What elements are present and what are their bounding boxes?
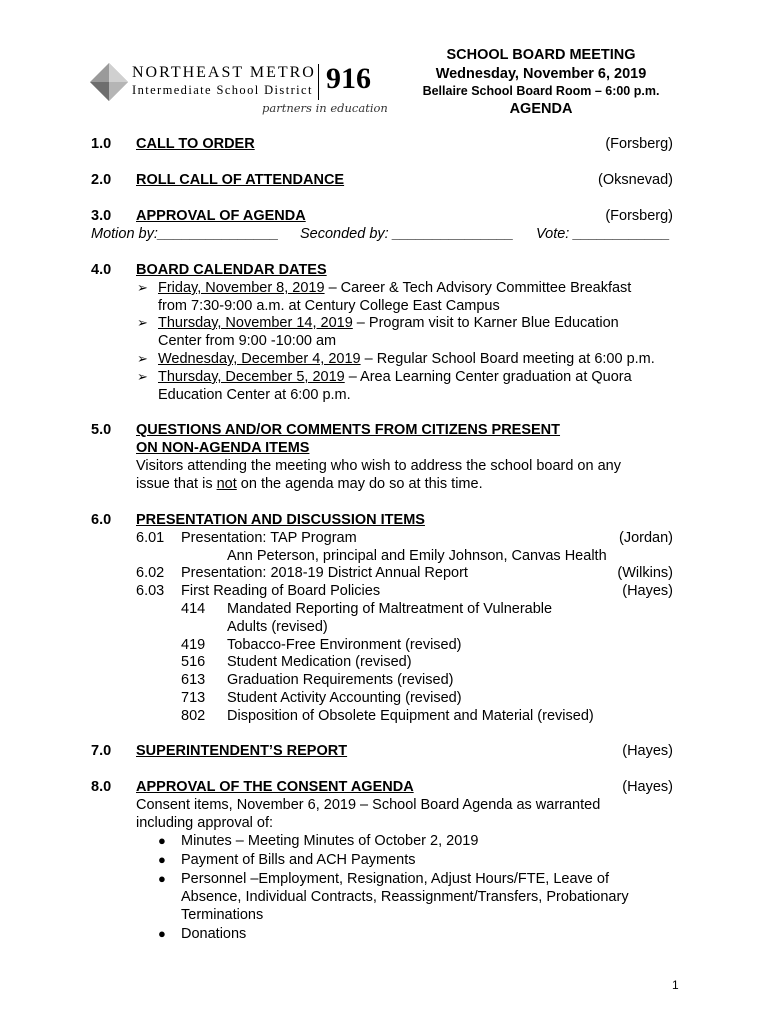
vote: Vote: ____________ [536,226,671,242]
item-number: 1.0 [91,136,112,152]
policy-title: Student Medication (revised) [227,654,412,670]
presenter: (Wilkins) [617,565,673,581]
presenter: (Jordan) [619,530,673,546]
calendar-item [158,279,631,297]
item-number: 4.0 [91,262,112,278]
item-number: 6.0 [91,512,112,528]
item-number: 2.0 [91,172,112,188]
agenda-heading: AGENDA [509,101,573,117]
policy-title: Tobacco-Free Environment (revised) [227,637,462,653]
item-title-approval-agenda: APPROVAL OF AGENDA [136,208,306,224]
item-title-roll-call: ROLL CALL OF ATTENDANCE [136,172,345,188]
logo-line1: NORTHEAST METRO [132,64,316,81]
presenter: (Hayes) [622,583,673,599]
policy-title: Graduation Requirements (revised) [227,672,454,688]
policy-title: Student Activity Accounting (revised) [227,690,462,706]
presenter: (Oksnevad) [598,172,673,188]
meeting-location: Bellaire School Board Room – 6:00 p.m. [422,84,660,98]
policy-code: 516 [181,654,206,670]
consent-item-cont: Terminations [181,907,264,923]
seconded-by: Seconded by: _______________ [300,226,514,242]
policy-title: Mandated Reporting of Maltreatment of Vulnerable [227,601,553,617]
dot-bullet-icon: ● [158,852,166,867]
calendar-item-cont: Center from 9:00 -10:00 am [158,333,337,349]
consent-item: Minutes – Meeting Minutes of October 2, 2019 [181,833,479,849]
arrow-bullet-icon: ➢ [137,351,148,366]
dot-bullet-icon: ● [158,833,166,848]
logo-number: 916 [326,62,371,95]
calendar-text: – Career & Tech Advisory Committee Breakfast [324,280,632,296]
item-title-calendar-dates: BOARD CALENDAR DATES [136,262,327,278]
calendar-item [158,368,632,386]
presenter: (Forsberg) [605,136,673,152]
arrow-bullet-icon: ➢ [137,369,148,384]
item-number: 3.0 [91,208,112,224]
sub-item-text: Presentation: TAP Program [181,530,357,546]
item-description: Visitors attending the meeting who wish to address the school board on any [136,458,621,474]
consent-item: Personnel –Employment, Resignation, Adjust Hours/FTE, Leave of [181,871,609,887]
presenter: (Forsberg) [605,208,673,224]
sub-item-text: Presentation: 2018-19 District Annual Report [181,565,468,581]
meeting-date: Wednesday, November 6, 2019 [435,66,647,82]
sub-item-text: First Reading of Board Policies [181,583,381,599]
calendar-item [158,314,619,332]
consent-item-cont: Absence, Individual Contracts, Reassignment/Transfers, Probationary [181,889,629,905]
desc-part: on the agenda may do so at this time. [236,476,483,492]
sub-item-number: 6.02 [136,565,165,581]
presenter: (Hayes) [622,779,673,795]
arrow-bullet-icon: ➢ [137,280,148,295]
policy-code: 613 [181,672,206,688]
arrow-bullet-icon: ➢ [137,315,148,330]
calendar-date: Thursday, November 14, 2019 [158,315,353,331]
sub-item-number: 6.03 [136,583,165,599]
policy-code: 802 [181,708,206,724]
sub-item-number: 6.01 [136,530,165,546]
calendar-item-cont: from 7:30-9:00 a.m. at Century College East Campus [158,298,500,314]
item-description: including approval of: [136,815,274,831]
dot-bullet-icon: ● [158,871,166,886]
calendar-item [158,350,655,368]
item-title-consent-agenda: APPROVAL OF THE CONSENT AGENDA [136,779,414,795]
logo-line2: Intermediate School District [132,83,313,97]
sub-item-detail: Ann Peterson, principal and Emily Johnson, Canvas Health [227,548,607,564]
calendar-date: Friday, November 8, 2019 [158,280,325,296]
item-description: Consent items, November 6, 2019 – School Board Agenda as warranted [136,797,601,813]
calendar-text: – Area Learning Center graduation at Quora [344,369,632,385]
item-number: 8.0 [91,779,112,795]
desc-emphasis: not [216,476,237,492]
item-title-citizen-comments-cont: ON NON-AGENDA ITEMS [136,440,310,456]
meeting-title: SCHOOL BOARD MEETING [446,47,636,63]
item-title-superintendent-report: SUPERINTENDENT’S REPORT [136,743,348,759]
page-number: 1 [672,978,679,992]
calendar-text: – Program visit to Karner Blue Education [352,315,619,331]
policy-title: Disposition of Obsolete Equipment and Material (revised) [227,708,594,724]
consent-item: Donations [181,926,247,942]
calendar-item-cont: Education Center at 6:00 p.m. [158,387,351,403]
consent-item: Payment of Bills and ACH Payments [181,852,416,868]
logo-tagline: partners in education [262,101,388,115]
item-number: 7.0 [91,743,112,759]
item-title-presentations: PRESENTATION AND DISCUSSION ITEMS [136,512,425,528]
presenter: (Hayes) [622,743,673,759]
dot-bullet-icon: ● [158,926,166,941]
calendar-text: – Regular School Board meeting at 6:00 p.m. [360,351,655,367]
policy-code: 419 [181,637,206,653]
motion-by: Motion by:_______________ [91,226,279,242]
item-description [136,475,483,493]
item-title-citizen-comments: QUESTIONS AND/OR COMMENTS FROM CITIZENS PRESENT [136,422,561,438]
policy-code: 713 [181,690,206,706]
calendar-date: Thursday, December 5, 2019 [158,369,345,385]
policy-code: 414 [181,601,206,617]
diamond-logo-icon [89,62,129,102]
item-number: 5.0 [91,422,112,438]
policy-title: Adults (revised) [227,619,328,635]
calendar-date: Wednesday, December 4, 2019 [158,351,361,367]
item-title-call-to-order: CALL TO ORDER [136,136,255,152]
logo-divider [318,64,319,100]
desc-part: issue that is [136,476,217,492]
